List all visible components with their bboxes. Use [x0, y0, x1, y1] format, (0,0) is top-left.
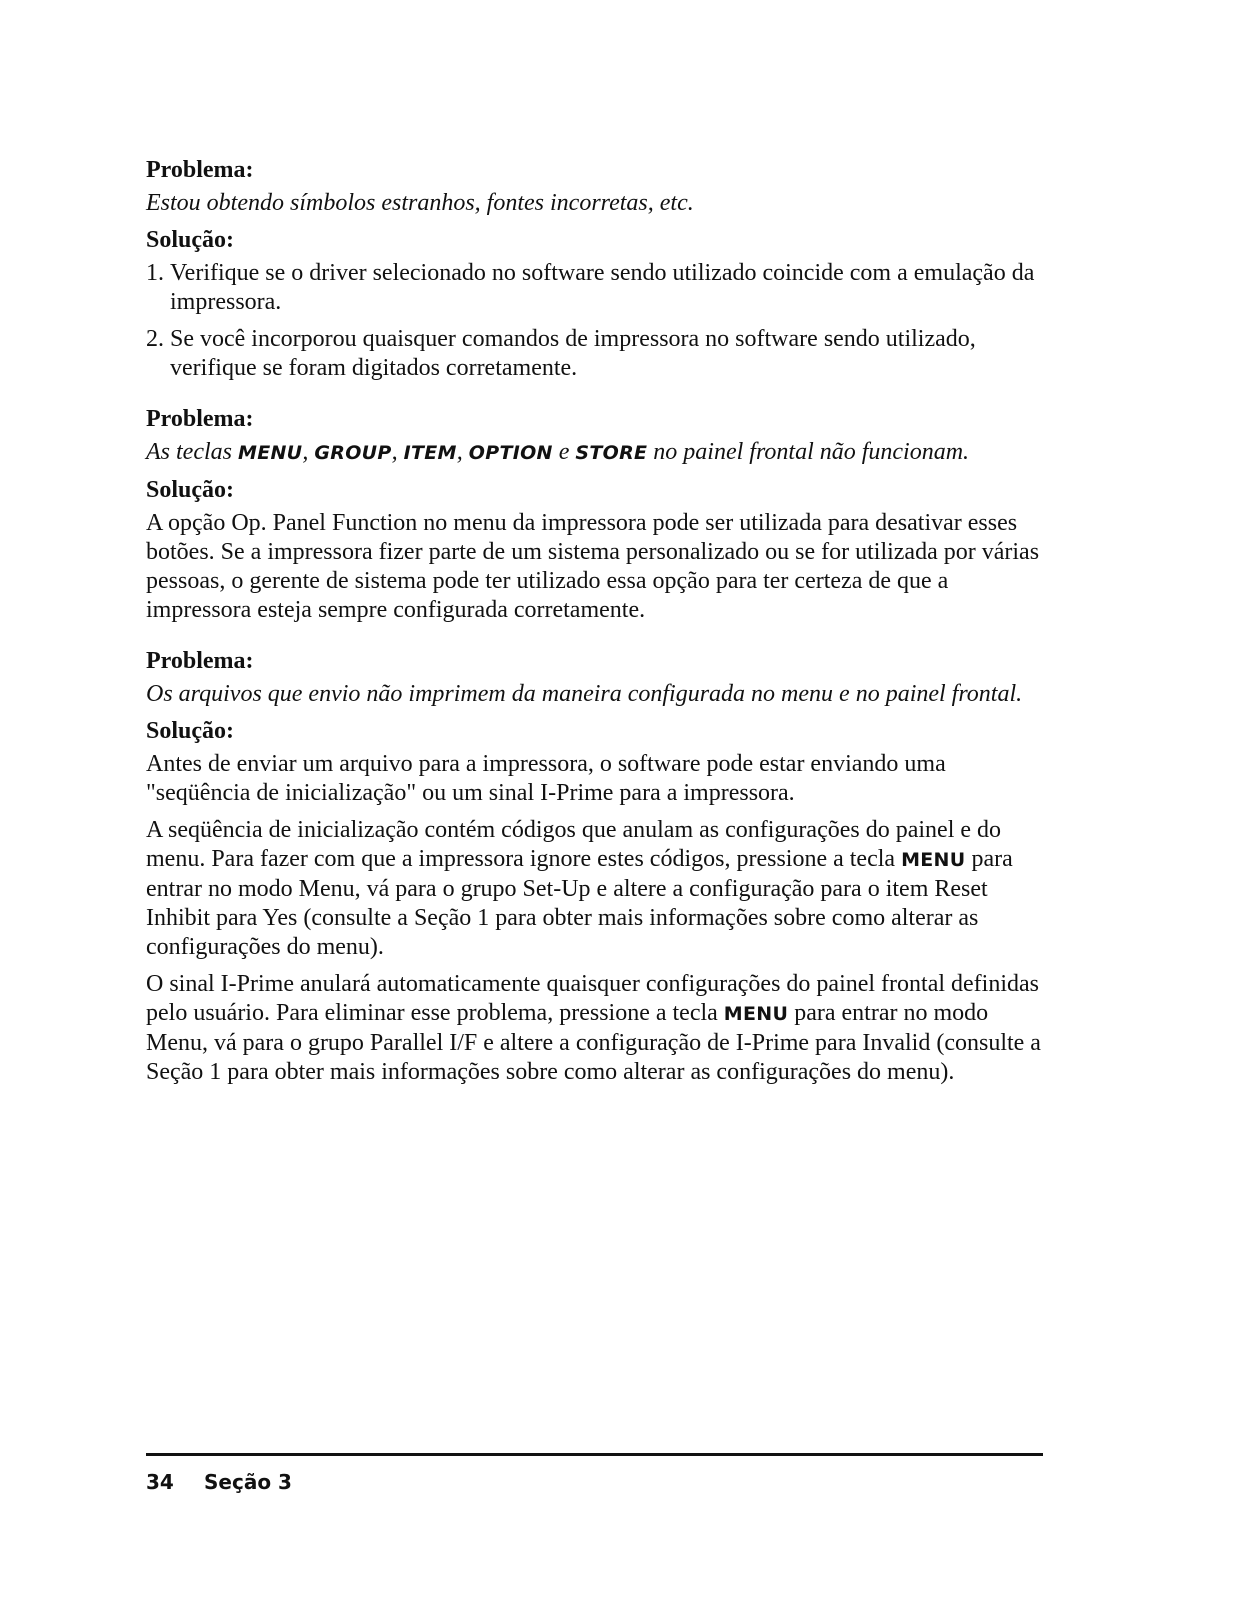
question-text: As teclas [146, 439, 238, 465]
key-group: GROUP [314, 442, 392, 464]
problem-question: Estou obtendo símbolos estranhos, fontes incorretas, etc. [146, 190, 694, 216]
question-text: no painel frontal não funcionam. [647, 439, 970, 465]
paragraph-text: O sinal I-Prime anulará automaticamente quaisquer configurações do painel frontal definidas pelo usuário. Para eliminar esse problema, pressione a tecla [146, 971, 1040, 1026]
solution-paragraph [146, 970, 1046, 1087]
key-item: ITEM [403, 442, 457, 464]
key-menu: MENU [723, 1003, 789, 1025]
problem-1 [146, 156, 1046, 383]
separator: , [456, 439, 469, 465]
problem-2 [146, 405, 1046, 625]
solution-paragraph: Antes de enviar um arquivo para a impressora, o software pode estar enviando uma "seqüência de inicialização" ou um sinal I-Prime para a impressora. [146, 751, 946, 806]
list-number: 2. [146, 326, 164, 352]
paragraph-text: para entrar no modo Menu, vá para o grupo Set-Up e altere a configuração para o item Reset Inhibit para Yes (consulte a Seção 1 para obter mais informações sobre como alterar as configurações do menu). [146, 846, 1013, 960]
key-option: OPTION [468, 442, 553, 464]
solution-list [146, 259, 1046, 383]
paragraph-text: para entrar no modo Menu, vá para o grupo Parallel I/F e altere a configuração de I-Prime para Invalid (consulte a Seção 1 para obter mais informações sobre como alterar as configurações do menu). [146, 1000, 1041, 1085]
separator: , [391, 439, 404, 465]
problem-heading: Problema: [146, 648, 254, 674]
problem-3 [146, 647, 1046, 1087]
solution-paragraph [146, 816, 1046, 962]
problem-heading: Problema: [146, 406, 254, 432]
list-number: 1. [146, 260, 164, 286]
document-body [146, 156, 1046, 1109]
key-menu: MENU [901, 849, 966, 871]
list-item [146, 325, 1046, 383]
solution-paragraph: A opção Op. Panel Function no menu da impressora pode ser utilizada para desativar esses botões. Se a impressora fizer parte de um sistema personalizado ou se for utilizada por várias pessoas, o gerente de sistema pode ter utilizado essa opção para ter certeza de que a impressora esteja sempre configurada corretamente. [146, 510, 1040, 623]
list-item [146, 259, 1046, 317]
solution-heading: Solução: [146, 477, 235, 503]
section-label: Seção 3 [204, 1470, 292, 1494]
key-menu: MENU [237, 442, 303, 464]
problem-question: Os arquivos que envio não imprimem da maneira configurada no menu e no painel frontal. [146, 681, 1023, 707]
list-text: Verifique se o driver selecionado no software sendo utilizado coincide com a emulação da impressora. [170, 260, 1035, 315]
separator: , [302, 439, 315, 465]
list-text: Se você incorporou quaisquer comandos de impressora no software sendo utilizado, verifique se foram digitados corretamente. [170, 326, 976, 381]
problem-heading: Problema: [146, 157, 254, 183]
paragraph-text: A seqüência de inicialização contém códigos que anulam as configurações do painel e do menu. Para fazer com que a impressora ignore estes códigos, pressione a tecla [146, 817, 1002, 872]
problem-question [146, 438, 1046, 468]
page-number: 34 [146, 1470, 174, 1494]
separator: e [552, 439, 576, 465]
solution-heading: Solução: [146, 718, 235, 744]
footer-divider [146, 1453, 1043, 1456]
solution-heading: Solução: [146, 227, 235, 253]
key-store: STORE [575, 442, 648, 464]
page-footer [146, 1470, 292, 1494]
